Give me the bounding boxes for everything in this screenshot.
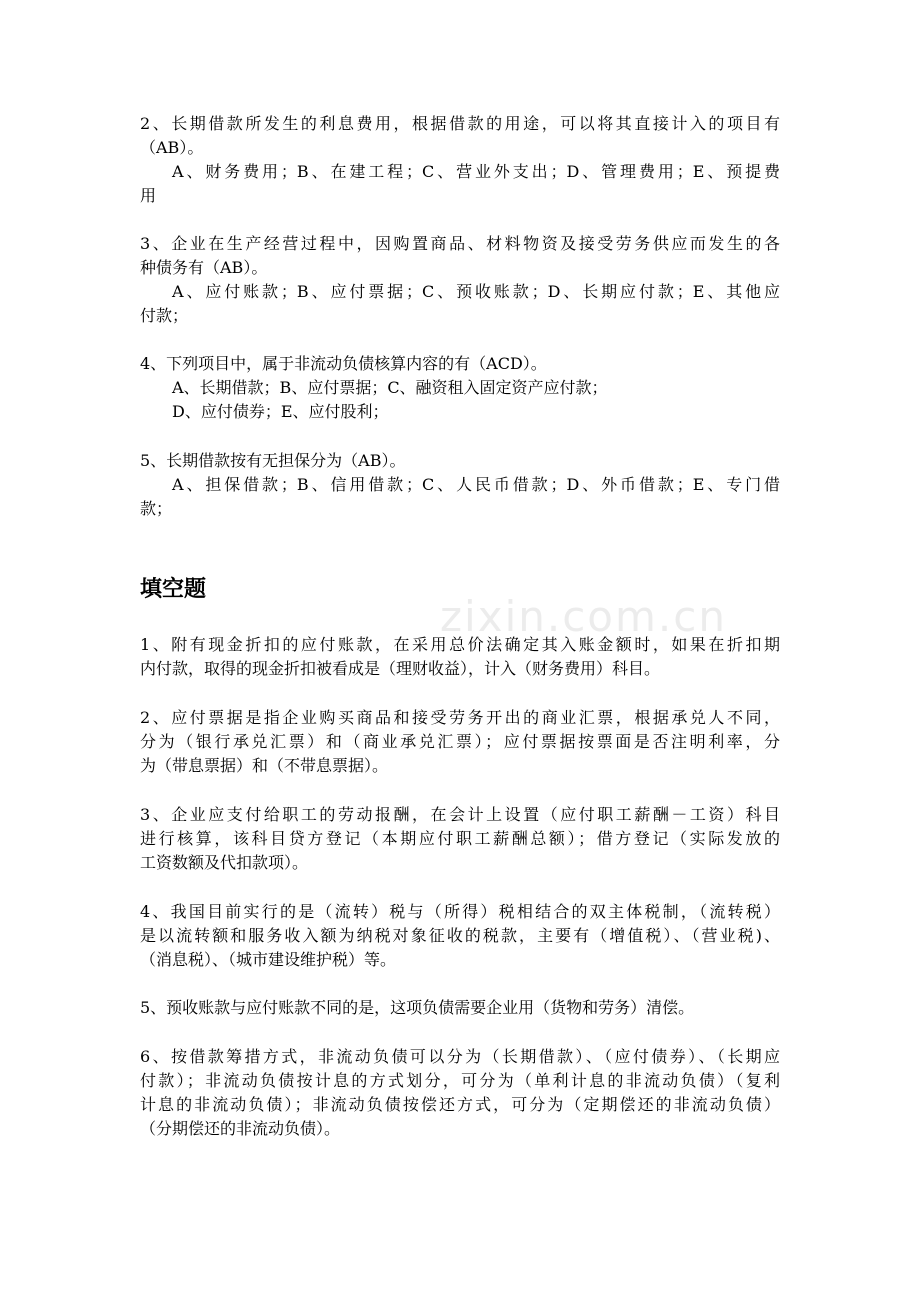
fill-2-line-3: 为（带息票据）和（不带息票据）。 (140, 756, 389, 775)
mc-2-stem-line-2: （AB）。 (140, 138, 204, 157)
mc-4-stem-line-1: 4、下列项目中，属于非流动负债核算内容的有（ACD）。 (140, 354, 547, 373)
fill-6-line-2: 付款）；非流动负债按计息的方式划分，可分为（单利计息的非流动负债）（复利 (140, 1071, 780, 1090)
mc-3-options-line-1: A、应付账款；B、应付票据；C、预收账款；D、长期应付款；E、其他应 (172, 282, 780, 301)
fill-3-line-3: 工资数额及代扣款项）。 (140, 853, 309, 872)
fill-3-line-2: 进行核算，该科目贷方登记（本期应付职工薪酬总额）；借方登记（实际发放的 (140, 829, 780, 848)
fill-2-line-1: 2、应付票据是指企业购买商品和接受劳务开出的商业汇票，根据承兑人不同， (140, 708, 780, 727)
fill-2-line-2: 分为（银行承兑汇票）和（商业承兑汇票）；应付票据按票面是否注明利率，分 (140, 732, 780, 751)
mc-2-options-line-2: 用 (140, 186, 157, 205)
mc-4-options-line-1: A、长期借款；B、应付票据；C、融资租入固定资产应付款； (172, 378, 608, 397)
fill-1-line-2: 内付款，取得的现金折扣被看成是（理财收益），计入（财务费用）科目。 (140, 659, 661, 678)
mc-3-options-line-2: 付款； (140, 306, 189, 325)
mc-2-options-line-1: A、财务费用；B、在建工程；C、营业外支出；D、管理费用；E、预提费 (172, 162, 780, 181)
fill-5-line-1: 5、预收账款与应付账款不同的是，这项负债需要企业用（货物和劳务）清偿。 (140, 998, 695, 1017)
mc-4-options-line-2: D、应付债券；E、应付股利； (172, 402, 389, 421)
mc-2-stem-line-1: 2、长期借款所发生的利息费用，根据借款的用途，可以将其直接计入的项目有 (140, 114, 780, 133)
fill-4-line-1: 4、我国目前实行的是（流转）税与（所得）税相结合的双主体税制，（流转税） (140, 902, 780, 921)
fill-6-line-4: （分期偿还的非流动负债）。 (140, 1119, 341, 1138)
mc-3-stem-line-2: 种债务有（AB）。 (140, 258, 268, 277)
mc-5-options-line-2: 款； (140, 499, 173, 518)
fill-3-line-1: 3、企业应支付给职工的劳动报酬，在会计上设置（应付职工薪酬－工资）科目 (140, 805, 780, 824)
fill-4-line-3: （消息税）、（城市建设维护税）等。 (140, 950, 397, 969)
mc-3-stem-line-1: 3、企业在生产经营过程中，因购置商品、材料物资及接受劳务供应而发生的各 (140, 234, 780, 253)
fill-1-line-1: 1、附有现金折扣的应付账款，在采用总价法确定其入账金额时，如果在折扣期 (140, 635, 780, 654)
mc-5-options-line-1: A、担保借款；B、信用借款；C、人民币借款；D、外币借款；E、专门借 (172, 475, 780, 494)
section-title: 填空题 (140, 577, 207, 602)
mc-5-stem-line-1: 5、长期借款按有无担保分为（AB）。 (140, 451, 406, 470)
watermark: zixin.com.cn (440, 592, 727, 641)
fill-6-line-3: 计息的非流动负债）；非流动负债按偿还方式，可分为（定期偿还的非流动负债） (140, 1095, 780, 1114)
fill-6-line-1: 6、按借款筹措方式，非流动负债可以分为（长期借款）、（应付债券）、（长期应 (140, 1047, 780, 1066)
fill-4-line-2: 是以流转额和服务收入额为纳税对象征收的税款，主要有（增值税）、（营业税)、 (140, 926, 780, 945)
